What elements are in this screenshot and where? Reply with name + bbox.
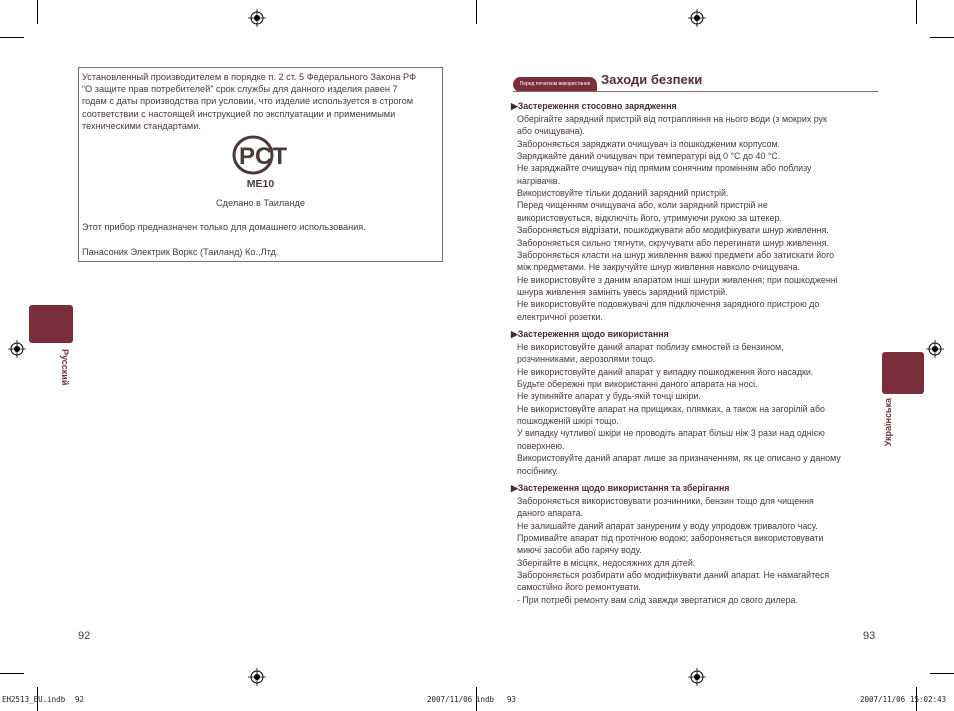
language-tab-russian [29,305,73,343]
slug-right-time: 15:02:43 [910,695,947,704]
section-line: Забороняється використовувати розчинники, бензин тощо для чищення [517,496,814,506]
section-heading-text: Застереження щодо використання та зберігання [517,483,730,493]
page-number: 92 [78,630,91,642]
notice-line: техническими стандартами. [82,121,201,131]
slug-left-file: EH2513_EU.indb [2,695,66,704]
registration-mark-icon [248,9,266,27]
manufacturer: Панасоник Электрик Воркс (Таиланд) Ко.,Лтд. [82,247,279,257]
crop-mark [930,673,954,674]
language-tab-ukrainian [882,352,924,394]
notice-line: соответствии с настоящей инструкцией по эксплуатации и применимыми [82,109,396,119]
household-note: Этот прибор предназначен только для домашнего использования. [82,222,366,232]
section-line: електричної розетки. [517,311,603,322]
section-heading-text: Застереження стосовно зарядження [517,101,677,111]
section-line: Не використовуйте даний апарат у випадку пошкодження його насадки. [517,366,814,377]
slug-center-file: indb [476,695,495,704]
title-rule [513,91,878,92]
cert-code: ME10 [246,178,275,190]
slug-right-date: 2007/11/06 [860,695,906,704]
section-line: Не заряджайте очищувач під прямим сонячним промінням або поблизу [517,163,812,174]
section-line: Забороняється розбирати або модифікувати даний апарат. Не намагайтеся [517,570,830,581]
section-line: миючі засоби або гарячу воду. [517,545,642,556]
section-line: Забороняється відрізати, пошкоджувати або модифікувати шнур живлення. [517,225,829,236]
section-line: між предметами. Не закручуйте шнур живлення навколо очищувача. [517,262,800,273]
section-line: посібнику. [517,465,559,476]
section-line: Промивайте апарат під протічною водою; забороняється використовувати [517,533,824,544]
slug-center-date: 2007/11/06 [427,695,473,704]
fold-mark [476,0,477,24]
crop-mark [37,0,38,24]
crop-mark [916,0,917,24]
crop-mark [930,37,954,38]
made-in: Сделано в Таиланде [216,198,305,208]
section-line: Будьте обережні при використанні даного апарата на носі. [517,379,758,390]
section-heading [511,329,669,340]
section-line: Не використовуйте подовжувачі для підключення зарядного пристрою до [517,299,820,310]
section-line: або очищувача). [517,126,585,137]
section-line: Оберігайте зарядний пристрій від потрапляння на нього води (з мокрих рук [517,114,827,124]
language-tab-label: Українська [883,398,893,447]
section-line: Не залишайте даний апарат зануреним у воду упродовж тривалого часу. [517,520,818,531]
bullet-triangle-icon: ▶ [511,101,518,111]
registration-mark-icon [248,668,266,686]
bullet-triangle-icon: ▶ [511,483,518,493]
section-heading [511,101,677,112]
registration-mark-icon [926,340,944,358]
registration-mark-icon [688,668,706,686]
cert-logo-letters: PCT [239,143,287,170]
registration-mark-icon [8,340,26,358]
registration-mark-icon [688,9,706,27]
section-line: Заряджайте даний очищувач при температурі від 0 °С до 40 °С. [517,151,781,162]
section-line: пошкодженій шкірі тощо. [517,416,619,427]
language-tab-label: Русский [60,349,70,386]
section-line: розчинниками, аерозолями тощо. [517,354,656,365]
section-line: Не зупиняйте апарат у будь-якій точці шкіри. [517,391,701,402]
section-line: самостійно його ремонтувати. [517,582,641,593]
section-line: Не використовуйте з даним апаратом інші шнури живлення; при пошкодженні [517,274,838,285]
page-title: Заходи безпеки [601,72,703,87]
slug-center-page: 93 [507,695,517,704]
bullet-triangle-icon: ▶ [511,329,518,339]
section-heading-text: Застереження щодо використання [517,329,669,339]
notice-line: “О защите прав потребителей” срок службы для данного изделия равен 7 [82,84,398,94]
section-line: У випадку чутливої шкіри не проводіть апарат більш ніж 3 рази над однією [517,428,825,439]
section-line: Забороняється сильно тягнути, скручувати або перегинати шнур живлення. [517,237,829,248]
section-line: Перед чищенням очищувача або, коли зарядний пристрій не [517,200,768,211]
section-line: використовується, відключіть його, утримуючи рукою за штекер. [517,212,782,223]
section-line: Не використовуйте даний апарат поблизу ємностей із бензином, [517,342,784,352]
section-line: Не використовуйте апарат на прищиках, плямках, а також на загорілій або [517,403,825,414]
section-badge: Перед початком використання [513,77,597,92]
section-line: - При потребі ремонту вам слід завжди звертатися до свого дилера. [517,594,798,605]
section-line: нагрівачів. [517,175,561,186]
certification-logo-icon [231,134,289,176]
page-number: 93 [863,630,876,642]
slug-left-page: 92 [75,695,85,704]
section-line: Використовуйте даний апарат лише за призначенням, як це описано у даному [517,453,841,464]
section-line: Використовуйте тільки доданий зарядний пристрій. [517,188,729,199]
section-line: поверхнею. [517,440,565,451]
notice-line: Установленный производителем в порядке п. 2 ст. 5 Федерального Закона РФ [82,72,417,82]
notice-line: годам с даты производства при условии, что изделие используется в строгом [82,96,414,106]
crop-mark [0,37,24,38]
section-line: даного апарата. [517,508,584,519]
section-heading [511,483,729,494]
section-line: Забороняється заряджати очищувач із пошкодженим корпусом. [517,138,781,149]
crop-mark [0,673,24,674]
section-line: Забороняється класти на шнур живлення важкі предмети або затискати його [517,249,835,260]
section-line: шнура живлення замініть увесь зарядний пристрій. [517,286,728,297]
section-line: Зберігайте в місцях, недосяжних для дітей. [517,557,696,568]
